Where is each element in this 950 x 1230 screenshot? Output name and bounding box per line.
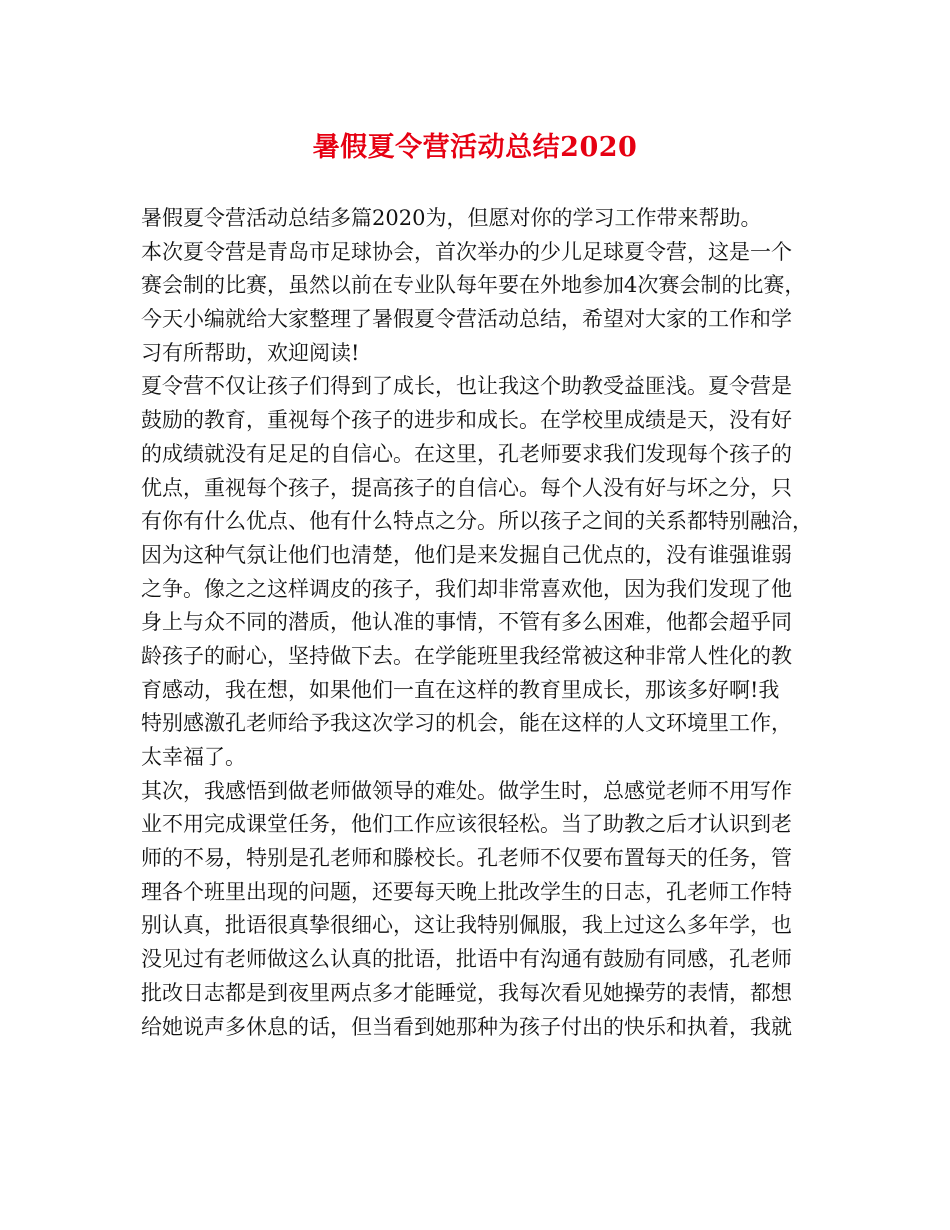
text-line: 业不用完成课堂任务，他们工作应该很轻松。当了助教之后才认识到老	[141, 812, 792, 837]
text-line: 别认真，批语很真挚很细心，这让我特别佩服，我上过这么多年学，也	[141, 913, 792, 938]
text-line: 育感动，我在想，如果他们一直在这样的教育里成长，那该多好啊!我	[141, 677, 780, 702]
text-line: 优点，重视每个孩子，提高孩子的自信心。每个人没有好与坏之分，只	[141, 475, 792, 500]
text-line: 身上与众不同的潜质，他认准的事情，不管有多么困难，他都会超乎同	[141, 610, 792, 635]
text-line: 鼓励的教育，重视每个孩子的进步和成长。在学校里成绩是天，没有好	[141, 408, 792, 433]
document-title: 暑假夏令营活动总结2020	[312, 132, 638, 163]
text-line: 习有所帮助，欢迎阅读!	[141, 340, 360, 365]
text-line: 赛会制的比赛，虽然以前在专业队每年要在外地参加4次赛会制的比赛，	[141, 273, 806, 298]
text-line: 没见过有老师做这么认真的批语，批语中有沟通有鼓励有同感，孔老师	[141, 947, 792, 972]
text-line: 今天小编就给大家整理了暑假夏令营活动总结，希望对大家的工作和学	[141, 307, 792, 332]
text-line: 的成绩就没有足足的自信心。在这里，孔老师要求我们发现每个孩子的	[141, 441, 792, 466]
text-line: 师的不易，特别是孔老师和滕校长。孔老师不仅要布置每天的任务，管	[141, 846, 792, 871]
text-line: 理各个班里出现的问题，还要每天晚上批改学生的日志，孔老师工作特	[141, 879, 792, 904]
document-body	[141, 202, 841, 1044]
text-line: 批改日志都是到夜里两点多才能睡觉，我每次看见她操劳的表情，都想	[141, 980, 792, 1005]
text-line: 其次，我感悟到做老师做领导的难处。做学生时，总感觉老师不用写作	[141, 778, 792, 803]
text-line: 有你有什么优点、他有什么特点之分。所以孩子之间的关系都特别融洽，	[141, 509, 813, 534]
text-line: 太幸福了。	[141, 745, 246, 769]
text-line: 暑假夏令营活动总结多篇2020为，但愿对你的学习工作带来帮助。	[141, 206, 762, 230]
text-line: 龄孩子的耐心，坚持做下去。在学能班里我经常被这种非常人性化的教	[141, 643, 792, 668]
text-line: 因为这种气氛让他们也清楚，他们是来发掘自己优点的，没有谁强谁弱	[141, 542, 792, 567]
text-line: 夏令营不仅让孩子们得到了成长，也让我这个助教受益匪浅。夏令营是	[141, 374, 792, 399]
text-line: 特别感激孔老师给予我这次学习的机会，能在这样的人文环境里工作，	[141, 711, 792, 736]
text-line: 给她说声多休息的话，但当看到她那种为孩子付出的快乐和执着，我就	[141, 1014, 792, 1039]
text-line: 本次夏令营是青岛市足球协会，首次举办的少儿足球夏令营，这是一个	[141, 239, 792, 264]
text-line: 之争。像之之这样调皮的孩子，我们却非常喜欢他，因为我们发现了他	[141, 576, 792, 601]
